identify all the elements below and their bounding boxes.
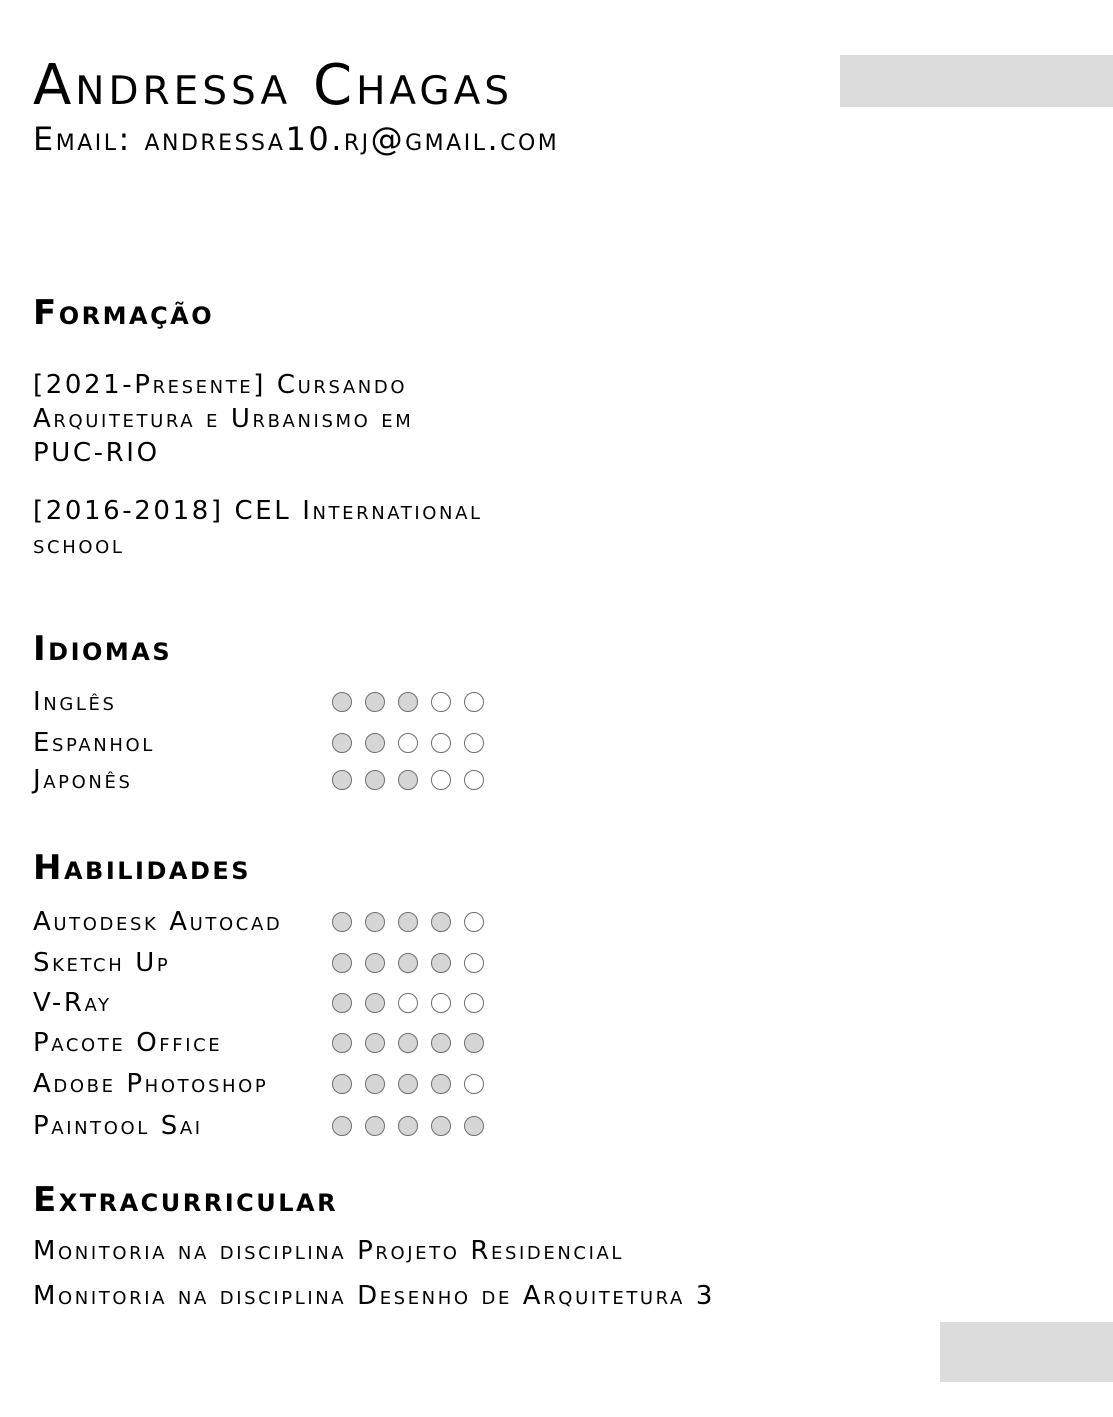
rating-dots [332,692,484,712]
rating-dot-filled [332,912,352,932]
rating-dot-empty [398,993,418,1013]
language-row [0,728,520,758]
rating-dot-filled [365,733,385,753]
rating-dot-empty [464,770,484,790]
rating-dot-filled [398,1033,418,1053]
rating-dots [332,993,484,1013]
rating-dots [332,1074,484,1094]
skill-label: Autodesk Autocad [33,907,283,937]
section-heading-habilidades: Habilidades [33,848,252,888]
skill-row [0,948,520,978]
section-heading-idiomas: Idiomas [33,629,173,669]
language-row [0,687,520,717]
rating-dot-filled [431,1116,451,1136]
rating-dot-filled [365,1116,385,1136]
skill-row [0,988,520,1018]
rating-dot-filled [365,993,385,1013]
education-line: [2021-Presente] Cursando [33,370,408,400]
rating-dot-filled [365,953,385,973]
skill-label: Pacote Office [33,1028,223,1058]
rating-dot-empty [464,953,484,973]
rating-dot-empty [398,733,418,753]
rating-dot-filled [431,1074,451,1094]
rating-dot-filled [332,1033,352,1053]
rating-dot-filled [332,770,352,790]
rating-dot-filled [431,953,451,973]
skill-label: Sketch Up [33,948,171,978]
rating-dots [332,770,484,790]
rating-dot-filled [332,993,352,1013]
section-heading-formacao: Formação [33,293,215,333]
skill-row [0,907,520,937]
education-entry [33,494,483,562]
section-heading-extracurricular: Extracurricular [33,1180,339,1220]
extracurricular-item: Monitoria na disciplina Projeto Residencial [33,1236,625,1266]
rating-dot-empty [464,733,484,753]
skill-row [0,1069,520,1099]
language-row [0,765,520,795]
language-label: Japonês [33,765,133,795]
education-line: school [33,530,125,560]
rating-dot-filled [332,1074,352,1094]
rating-dot-empty [464,912,484,932]
education-line: [2016-2018] CEL International [33,496,483,526]
rating-dot-filled [398,1074,418,1094]
rating-dot-filled [365,1033,385,1053]
rating-dots [332,733,484,753]
candidate-name: Andressa Chagas [33,53,514,118]
rating-dot-empty [464,993,484,1013]
rating-dot-filled [332,733,352,753]
education-line: Arquitetura e Urbanismo em [33,404,414,434]
rating-dots [332,912,484,932]
rating-dot-filled [332,1116,352,1136]
rating-dot-filled [398,953,418,973]
rating-dot-filled [365,692,385,712]
rating-dot-filled [464,1033,484,1053]
skill-label: Paintool Sai [33,1111,203,1141]
extracurricular-item: Monitoria na disciplina Desenho de Arquitetura 3 [33,1281,715,1311]
language-label: Espanhol [33,728,155,758]
rating-dot-filled [398,912,418,932]
skill-label: Adobe Photoshop [33,1069,269,1099]
rating-dot-empty [464,1074,484,1094]
rating-dot-filled [431,912,451,932]
rating-dot-filled [365,1074,385,1094]
rating-dot-filled [365,912,385,932]
rating-dots [332,953,484,973]
rating-dot-empty [431,770,451,790]
rating-dot-filled [398,770,418,790]
contact-email: Email: andressa10.rj@gmail.com [33,120,560,158]
education-line: PUC-RIO [33,438,160,468]
language-label: Inglês [33,687,117,717]
decorative-footer-block [940,1322,1113,1382]
education-entry [33,368,413,470]
rating-dot-empty [431,993,451,1013]
rating-dot-empty [431,692,451,712]
rating-dot-filled [398,692,418,712]
rating-dot-filled [464,1116,484,1136]
rating-dot-empty [431,733,451,753]
rating-dot-filled [398,1116,418,1136]
decorative-header-block [840,55,1113,107]
skill-row [0,1111,520,1141]
rating-dot-filled [332,953,352,973]
skill-label: V-Ray [33,988,112,1018]
rating-dot-filled [365,770,385,790]
rating-dot-filled [332,692,352,712]
rating-dots [332,1033,484,1053]
rating-dots [332,1116,484,1136]
rating-dot-filled [431,1033,451,1053]
rating-dot-empty [464,692,484,712]
skill-row [0,1028,520,1058]
